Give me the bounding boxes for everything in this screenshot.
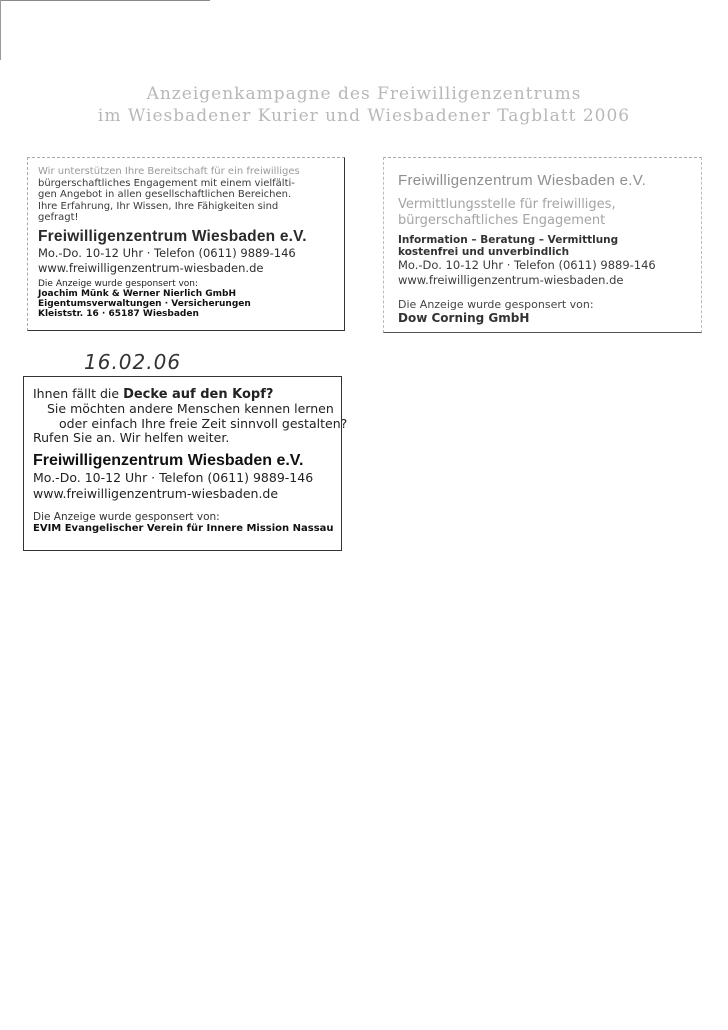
ad-left-sponsor-name: Joachim Münk & Werner Nierlich GmbH: [38, 289, 236, 299]
ad-bottom-question-bold: Decke auf den Kopf?: [123, 387, 274, 402]
ad-bottom: [23, 376, 348, 551]
ad-left: [27, 157, 345, 331]
ad-left-sponsor-label: Die Anzeige wurde gesponsert von:: [38, 278, 199, 289]
ad-left-intro-line: gen Angebot in allen gesellschaftlichen Bereichen.: [38, 189, 292, 200]
ad-bottom-hours-phone: Mo.-Do. 10-12 Uhr · Telefon (0611) 9889-146: [33, 469, 314, 485]
ad-bottom-sponsor-name: EVIM Evangelischer Verein für Innere Mission Nassau: [33, 522, 334, 534]
ad-right-website: www.freiwilligenzentrum-wiesbaden.de: [398, 273, 624, 287]
ad-left-hours-phone: Mo.-Do. 10-12 Uhr · Telefon (0611) 9889-146: [38, 245, 296, 260]
ad-right-info-line: Information – Beratung – Vermittlung: [398, 234, 619, 246]
ad-bottom-line: oder einfach Ihre freie Zeit sinnvoll gestalten?: [59, 415, 348, 431]
ad-right-subtitle-line: bürgerschaftliches Engagement: [398, 212, 606, 228]
ad-bottom-question: [33, 386, 341, 402]
ad-right: [383, 157, 702, 333]
ad-left-sponsor-line2: Eigentumsverwaltungen · Versicherungen: [38, 299, 251, 309]
ad-left-intro-line: bürgerschaftliches Engagement mit einem vielfälti-: [38, 177, 295, 189]
ad-left-intro-line: Ihre Erfahrung, Ihr Wissen, Ihre Fähigkeiten sind: [38, 200, 279, 212]
ad-right-subtitle: [398, 197, 701, 228]
ad-bottom-website: www.freiwilligenzentrum-wiesbaden.de: [33, 485, 279, 501]
ad-left-intro-line: gefragt!: [38, 212, 79, 223]
page-subtitle: im Wiesbadener Kurier und Wiesbadener Tagblatt 2006: [97, 106, 631, 126]
ad-right-sponsor-label: Die Anzeige wurde gesponsert von:: [398, 298, 594, 311]
ad-left-brand: Freiwilligenzentrum Wiesbaden e.V.: [38, 227, 307, 245]
ad-left-sponsor-address: Kleiststr. 16 · 65187 Wiesbaden: [38, 309, 199, 319]
ad-left-intro-line: Wir unterstützen Ihre Bereitschaft für ein freiwilliges: [38, 166, 300, 177]
handwritten-date: 16.02.06: [84, 350, 182, 374]
page-title: Anzeigenkampagne des Freiwilligenzentrums: [146, 84, 582, 104]
ad-right-brand: Freiwilligenzentrum Wiesbaden e.V.: [398, 172, 647, 189]
ad-bottom-question-prefix: Ihnen fällt die: [33, 386, 124, 401]
ad-right-hours-phone: Mo.-Do. 10-12 Uhr · Telefon (0611) 9889-146: [398, 258, 656, 272]
ad-bottom-brand: Freiwilligenzentrum Wiesbaden e.V.: [33, 451, 304, 469]
ad-bottom-line: Sie möchten andere Menschen kennen lernen: [47, 401, 334, 416]
ad-right-info: [398, 234, 701, 258]
scan-edge-top: [0, 0, 210, 1]
ad-right-subtitle-line: Vermittlungsstelle für freiwilliges,: [398, 197, 616, 212]
ad-bottom-line: Rufen Sie an. Wir helfen weiter.: [33, 430, 230, 445]
ad-bottom-sponsor-label: Die Anzeige wurde gesponsert von:: [33, 510, 220, 523]
ad-left-website: www.freiwilligenzentrum-wiesbaden.de: [38, 260, 264, 275]
ad-left-intro: [38, 166, 334, 224]
ad-right-info-line: kostenfrei und unverbindlich: [398, 246, 570, 258]
ad-right-sponsor-name: Dow Corning GmbH: [398, 311, 530, 325]
scan-edge-left: [0, 0, 1, 60]
